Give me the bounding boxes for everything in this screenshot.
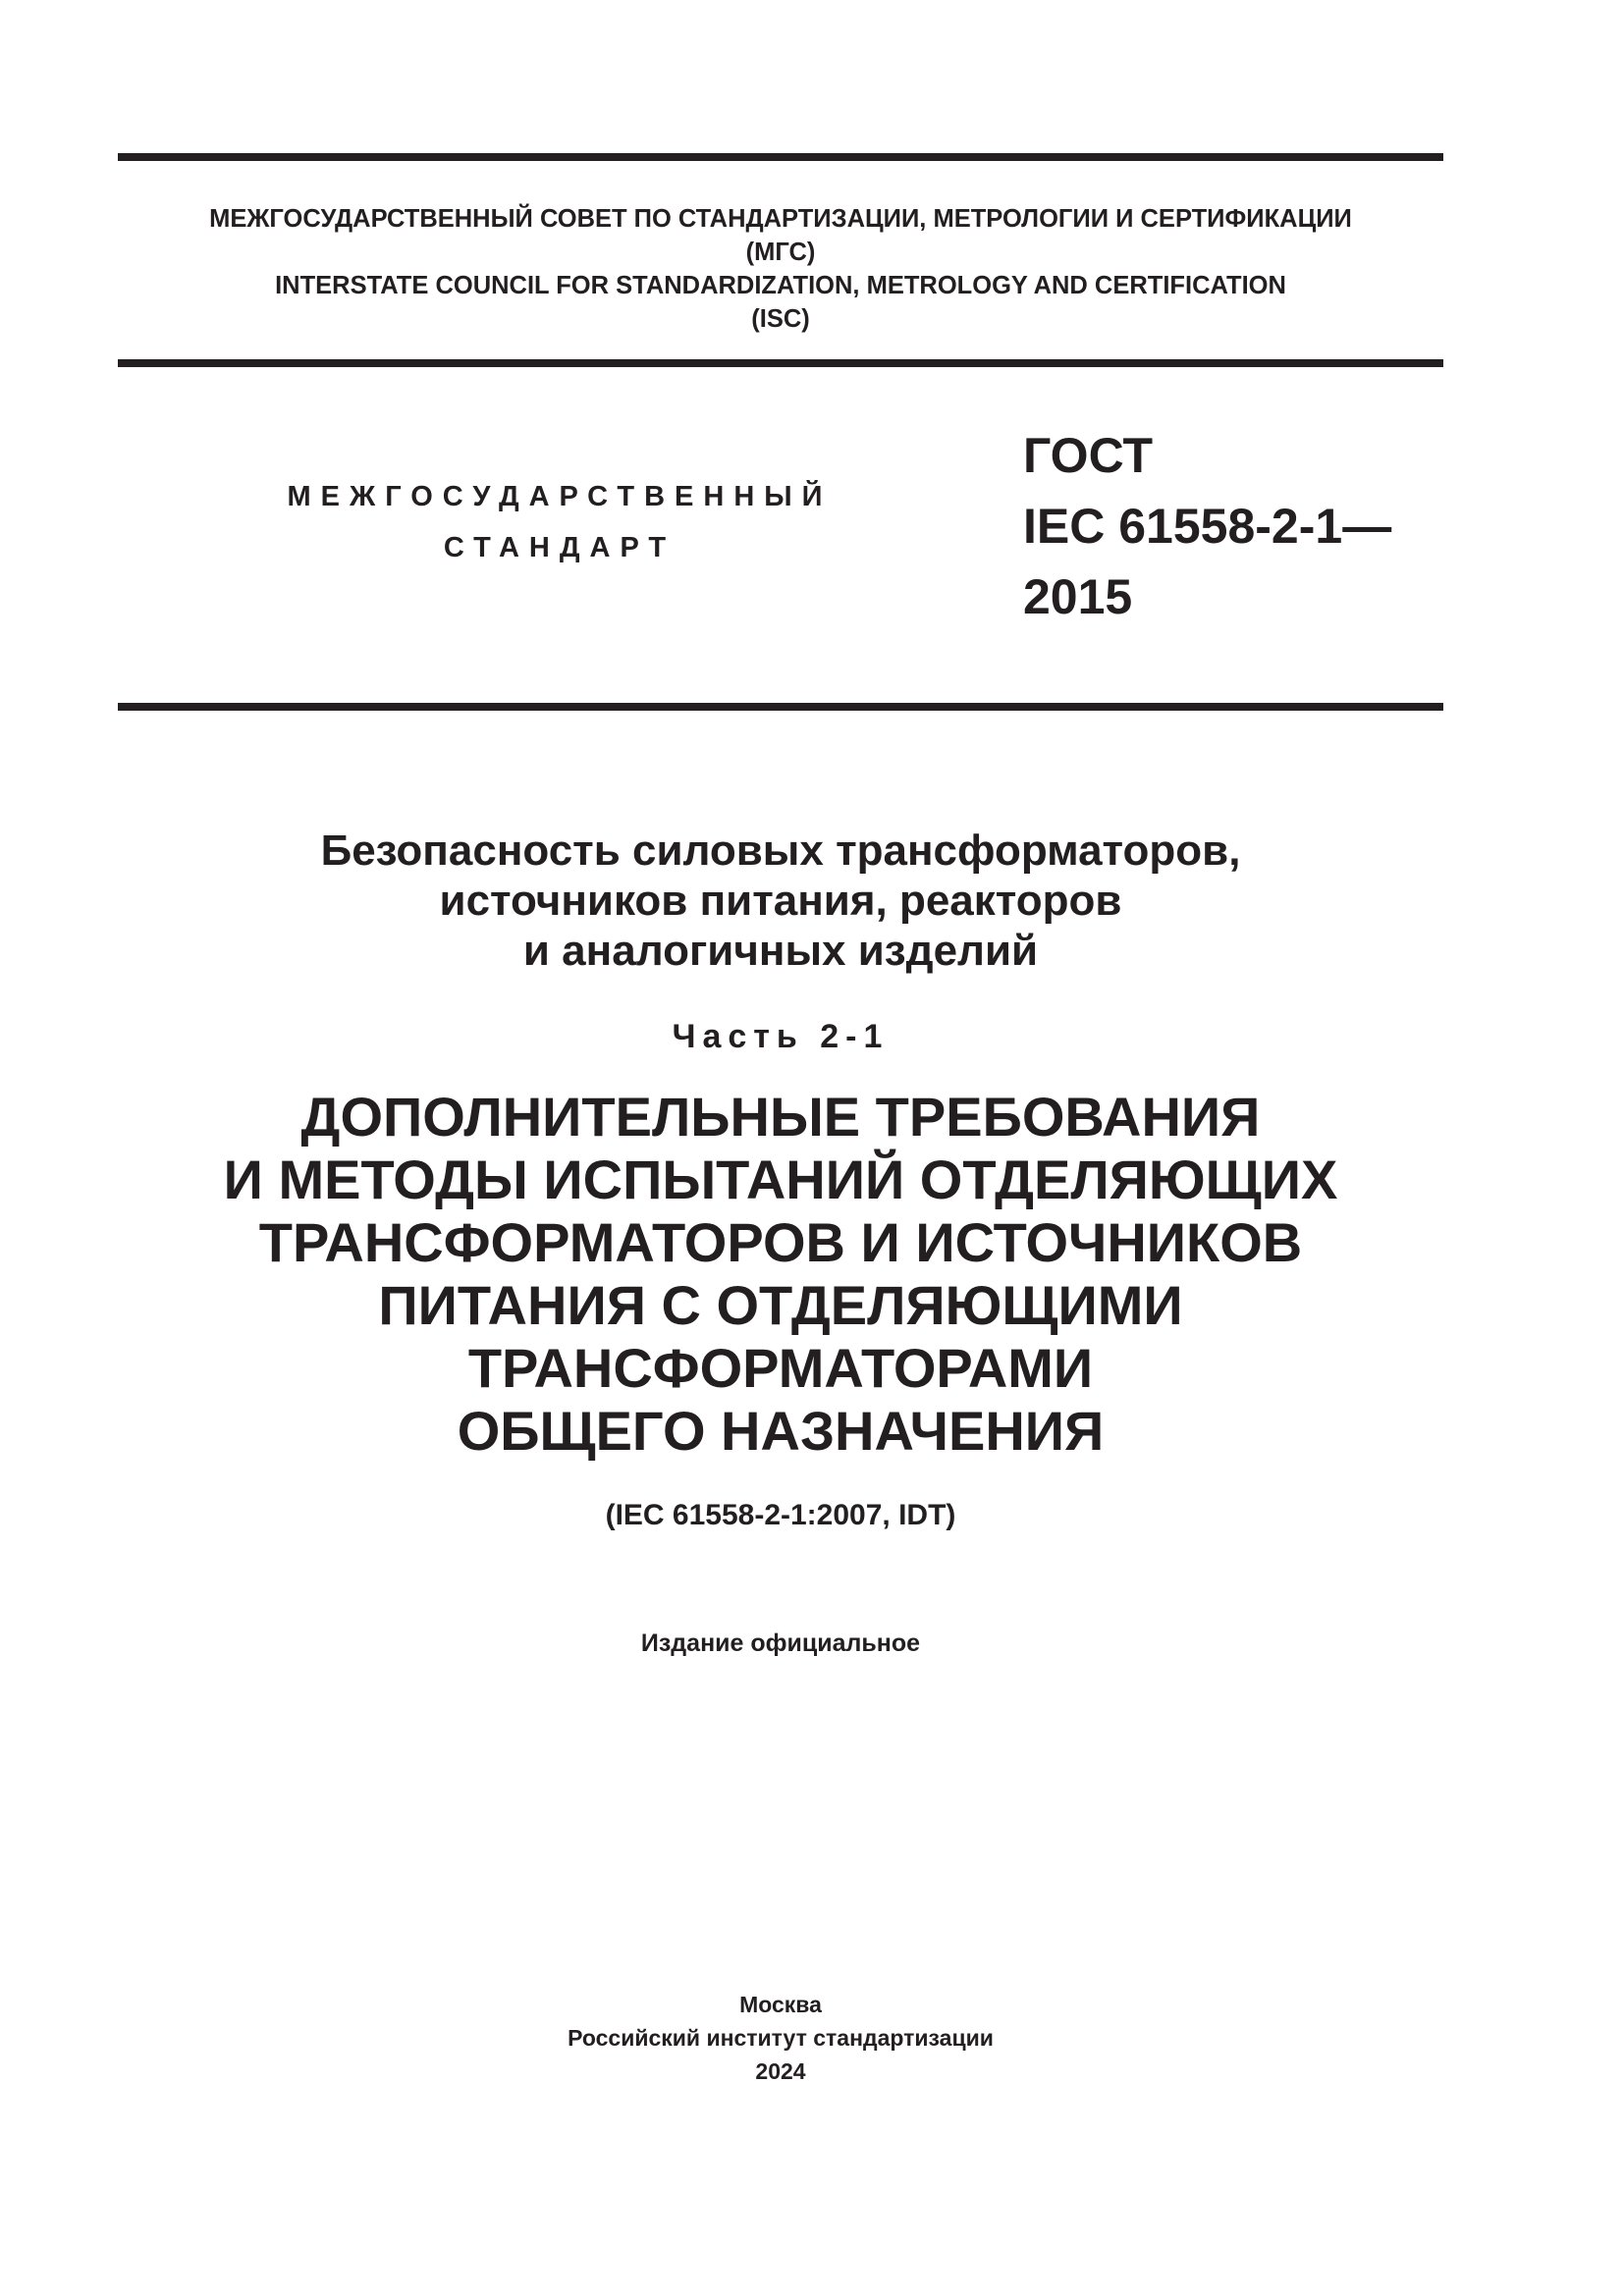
- council-name-en: INTERSTATE COUNCIL FOR STANDARDIZATION, METROLOGY AND CERTIFICATION: [275, 272, 1286, 299]
- council-abbr-en: (ISC): [751, 305, 810, 333]
- document-title: [118, 826, 1443, 976]
- part-title-line4: ПИТАНИЯ С ОТДЕЛЯЮЩИМИ: [378, 1274, 1183, 1336]
- standard-type-line2: СТАНДАРТ: [443, 532, 677, 563]
- council-header: [118, 202, 1443, 336]
- council-abbr-ru: (МГС): [745, 239, 816, 266]
- title-line1: Безопасность силовых трансформаторов,: [320, 827, 1241, 875]
- title-line2: источников питания, реакторов: [439, 877, 1122, 925]
- publisher-city: Москва: [739, 1992, 822, 2017]
- designation-divider: [118, 703, 1443, 711]
- part-title-line1: ДОПОЛНИТЕЛЬНЫЕ ТРЕБОВАНИЯ: [300, 1086, 1261, 1148]
- designation-line1: ГОСТ: [1023, 428, 1153, 483]
- iec-reference: (IEC 61558-2-1:2007, IDT): [605, 1499, 956, 1531]
- standard-type-label: [245, 471, 874, 573]
- standard-type-line1: МЕЖГОСУДАРСТВЕННЫЙ: [287, 481, 833, 512]
- part-number: Часть 2-1: [672, 1018, 890, 1055]
- part-title-line3: ТРАНСФОРМАТОРОВ И ИСТОЧНИКОВ: [258, 1211, 1303, 1273]
- designation-line2: IEC 61558-2-1—: [1023, 499, 1392, 554]
- designation-line3: 2015: [1023, 569, 1133, 624]
- part-title-line6: ОБЩЕГО НАЗНАЧЕНИЯ: [457, 1400, 1105, 1462]
- standard-designation: [1023, 420, 1391, 632]
- top-rule: [118, 153, 1443, 161]
- publisher-block: [118, 1988, 1443, 2088]
- council-name-ru: МЕЖГОСУДАРСТВЕННЫЙ СОВЕТ ПО СТАНДАРТИЗАЦИИ, МЕТРОЛОГИИ И СЕРТИФИКАЦИИ: [209, 205, 1352, 233]
- part-title-line5: ТРАНСФОРМАТОРАМИ: [467, 1337, 1094, 1399]
- title-line3: и аналогичных изделий: [522, 927, 1039, 975]
- publisher-name: Российский институт стандартизации: [568, 2025, 994, 2051]
- publication-year: 2024: [755, 2058, 806, 2084]
- edition-note: Издание официальное: [640, 1629, 921, 1657]
- part-title-line2: И МЕТОДЫ ИСПЫТАНИЙ ОТДЕЛЯЮЩИХ: [223, 1148, 1338, 1210]
- part-title: [118, 1086, 1443, 1463]
- header-divider: [118, 359, 1443, 367]
